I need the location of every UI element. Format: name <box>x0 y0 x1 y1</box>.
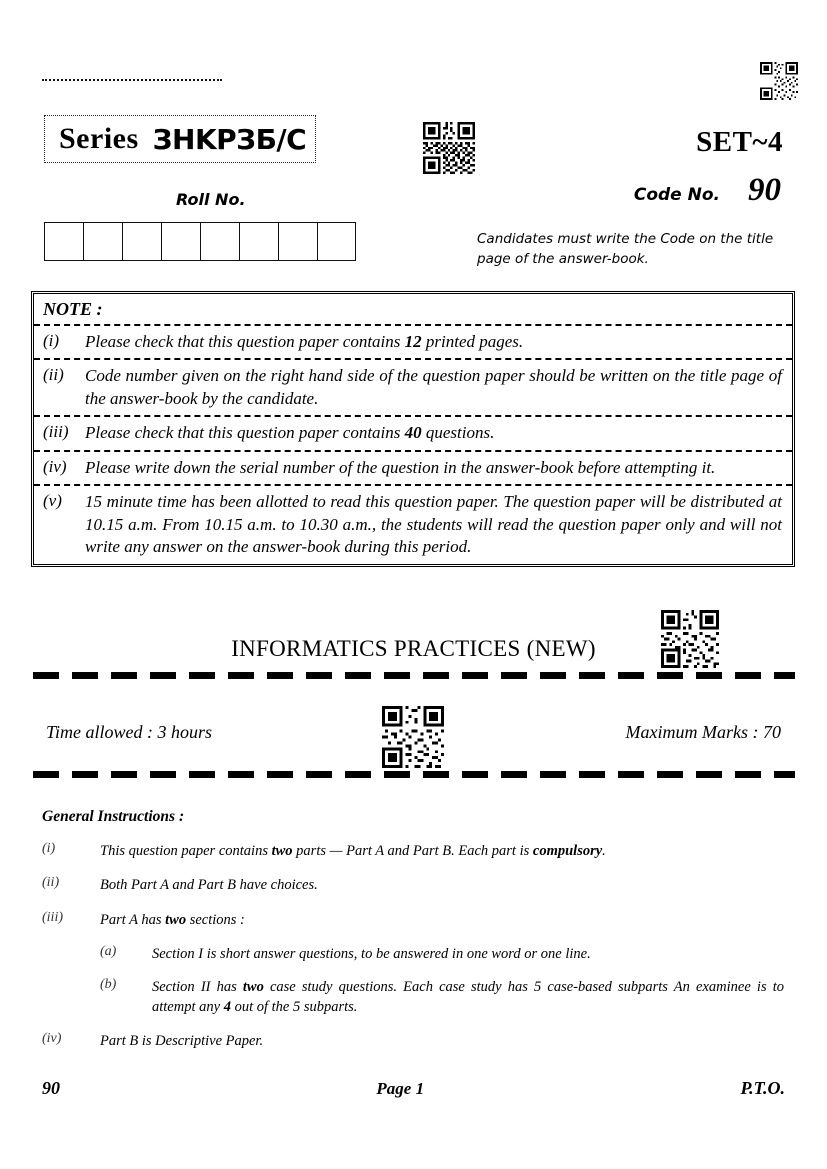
code-no-row <box>634 172 781 209</box>
roll-no-cell[interactable] <box>317 222 356 261</box>
note-item-number: (iv) <box>43 456 67 476</box>
general-instruction-item <box>42 841 784 861</box>
general-instruction-item <box>42 1031 784 1051</box>
roll-no-boxes[interactable] <box>44 222 356 261</box>
note-item <box>34 417 792 451</box>
general-instruction-number: (i) <box>42 841 56 856</box>
general-instruction-text: Part A has two sections : <box>100 911 245 928</box>
general-instruction-text: Section II has two case study questions. Each case study has 5 case-based subparts An examinee is to attempt any 4 out of the 5 subparts. <box>152 979 784 1016</box>
dashed-rule-bottom <box>33 771 795 778</box>
roll-no-cell[interactable] <box>200 222 239 261</box>
note-item-text: 15 minute time has been allotted to read this question paper. The question paper will be distributed at 10.15 a.m. From 10.15 a.m. to 10.30 a.m., the students will read the question paper only and will not write any answer on the answer-book during this period. <box>85 492 782 557</box>
note-item <box>34 326 792 360</box>
roll-no-cell[interactable] <box>122 222 161 261</box>
top-dotted-rule <box>42 79 222 81</box>
qr-code-icon-title <box>661 610 719 668</box>
series-code: ЗHKPЗБ/C <box>152 122 307 156</box>
general-instruction-item <box>42 875 784 895</box>
roll-no-cell[interactable] <box>83 222 122 261</box>
general-instruction-number: (ii) <box>42 875 60 891</box>
note-heading: NOTE : <box>34 294 792 326</box>
time-marks-row <box>46 722 781 743</box>
qr-code-icon-series <box>423 122 475 174</box>
general-instruction-number: (b) <box>100 977 117 993</box>
note-item-number: (i) <box>43 331 60 350</box>
footer-page-number: Page 1 <box>376 1079 425 1098</box>
code-no-label: Code No. <box>633 185 720 205</box>
note-item-text: Please check that this question paper contains 40 questions. <box>85 423 495 443</box>
roll-no-cell[interactable] <box>44 222 83 261</box>
code-no-value: 90 <box>748 172 781 208</box>
general-instructions-list <box>42 841 784 1065</box>
candidates-note: Candidates must write the Code on the title page of the answer-book. <box>477 231 774 267</box>
roll-no-cell[interactable] <box>161 222 200 261</box>
note-item <box>34 486 792 563</box>
note-item <box>34 452 792 486</box>
general-instruction-number: (a) <box>100 943 117 959</box>
note-item-text: Please write down the serial number of the question in the answer-book before attempting it. <box>85 457 716 477</box>
general-instructions-heading: General Instructions : <box>42 808 185 825</box>
roll-no-label: Roll No. <box>176 190 246 209</box>
note-item <box>34 360 792 417</box>
note-rows <box>34 326 792 564</box>
general-instruction-item <box>42 910 784 930</box>
series-box <box>44 115 316 163</box>
note-item-number: (v) <box>43 491 62 511</box>
note-item-number: (ii) <box>43 365 64 385</box>
roll-no-cell[interactable] <box>278 222 317 261</box>
qr-code-icon-top-right <box>760 62 798 100</box>
series-label: Series <box>59 122 139 155</box>
note-box <box>31 291 795 567</box>
set-label: SET~4 <box>696 126 783 158</box>
general-instruction-text: Section I is short answer questions, to be answered in one word or one line. <box>152 945 591 962</box>
note-item-text: Code number given on the right hand side of the question paper should be written on the title page of the answer-book by the candidate. <box>85 366 782 408</box>
page-footer <box>42 1078 785 1099</box>
general-instruction-subitem <box>100 944 784 964</box>
note-item-number: (iii) <box>43 422 69 442</box>
general-instruction-number: (iv) <box>42 1030 62 1046</box>
footer-code: 90 <box>42 1078 60 1098</box>
time-allowed: Time allowed : 3 hours <box>46 722 213 742</box>
footer-pto: P.T.O. <box>740 1078 785 1098</box>
general-instruction-text: Both Part A and Part B have choices. <box>100 877 318 894</box>
roll-no-cell[interactable] <box>239 222 278 261</box>
general-instruction-text: Part B is Descriptive Paper. <box>100 1032 264 1049</box>
dashed-rule-top <box>33 672 795 679</box>
general-instruction-text: This question paper contains two parts — Part A and Part B. Each part is compulsory. <box>100 843 606 859</box>
general-instruction-number: (iii) <box>42 909 63 925</box>
general-instruction-subitem <box>100 977 784 1018</box>
maximum-marks: Maximum Marks : 70 <box>625 722 781 742</box>
note-item-text: Please check that this question paper contains 12 printed pages. <box>85 332 524 351</box>
page-title: INFORMATICS PRACTICES (NEW) <box>231 636 596 661</box>
